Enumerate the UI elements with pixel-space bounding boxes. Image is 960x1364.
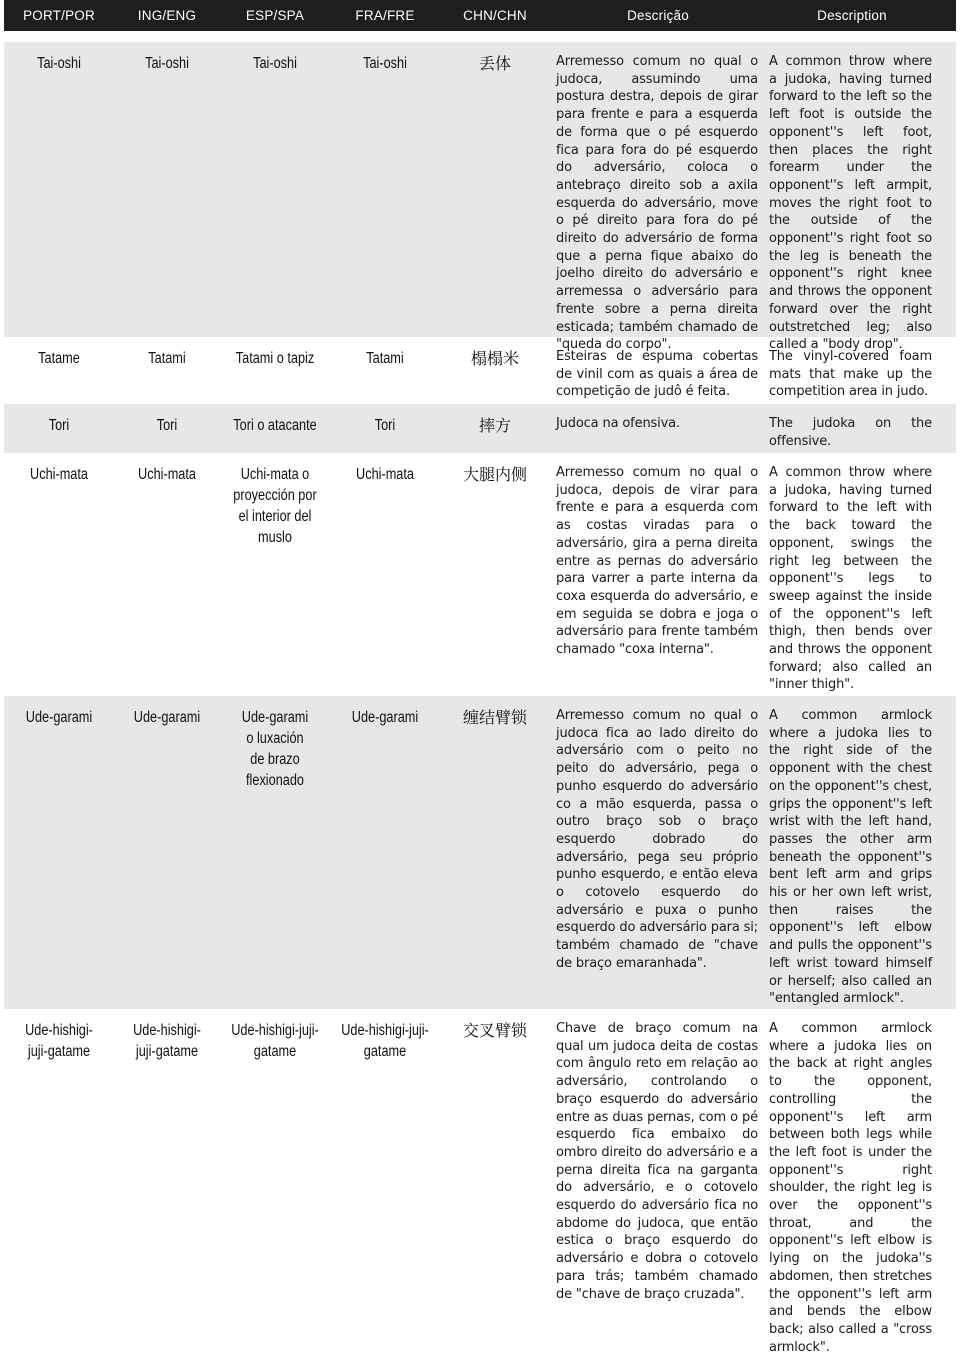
term-por-text: Tai-oshi [37,55,81,72]
term-por-text: Tatame [38,350,80,367]
term-spa-text: Uchi-mata o proyección por el interior del muslo [233,466,317,546]
table-row [4,337,956,404]
term-eng [114,453,220,485]
table-row [4,696,956,1009]
term-chn: 丢体 [478,54,511,73]
term-por-text: Ude-garami [25,709,93,726]
term-fre-text: Tatami [366,350,404,367]
table-row [4,404,956,453]
term-fre [330,404,440,436]
term-fre [330,696,440,728]
description-text: A common throw where a judoka, having turned forward to the left so the left foot is outside the opponent''s left foot, then places the right forearm under the opponent''s left armpit, moves the right foot to the outside of the opponent''s right foot so the leg is beneath the opponent''s right knee and throws the opponent forward over the right outstretched leg; also called a "body drop". [769,54,932,353]
term-fre [330,453,440,485]
term-eng-text: Uchi-mata [138,466,196,483]
glossary-table [4,0,956,1355]
term-chn: 交叉臂锁 [462,1021,527,1040]
term-fre-text: Uchi-mata [356,466,414,483]
term-spa-text: Ude-garami o luxación de brazo flexionado [241,709,309,789]
term-eng-text: Tatami [148,350,186,367]
term-por [4,696,114,728]
term-eng [114,42,220,74]
descricao-text: Judoca na ofensiva. [556,416,680,431]
term-fre [330,42,440,74]
descricao-text: Arremesso comum no qual o judoca, assumindo uma postura destra, depois de girar para frente e para a esquerda de forma que o pé esquerdo fica para fora do pé esquerdo do adversário, coloca o antebraço direito sob a axila esquerda do adversário, move o pé direito para fora do pé direito do adversário de forma que a perna fique abaixo do joelho direito do adversário e arremessa o adversário para frente sobre a perna direita esticada; também chamado de "queda do corpo". [556,54,758,353]
header-fre: FRA/FRE [355,8,415,23]
header-description: Description [817,8,887,23]
term-por [4,1009,114,1062]
descricao-text: Arremesso comum no qual o judoca, depois de virar para frente e para a esquerda com as costas viradas para o adversário, gira a perna direita entre as pernas do adversário para varrer a parte interna da coxa esquerda do adversário, e em seguida se dobra e joga o adversário para frente também chamado "coxa interna". [556,465,758,658]
term-eng [114,404,220,436]
description-text: A common armlock where a judoka lies on the back at right angles to the opponent, controlling the opponent''s left arm between both legs while the left foot is under the opponent''s right shoulder, the right leg is over the opponent''s throat, and the opponent''s left elbow is lying on the judoka''s abdomen, then stretches the opponent''s left arm and bends the elbow back; also called a "cross armlock". [769,1021,932,1355]
term-eng-text: Tori [156,417,178,434]
term-por-text: Tori [48,417,70,434]
term-fre-text: Ude-hishigi-juji-gatame [341,1022,429,1060]
term-fre [330,1009,440,1062]
description-text: A common armlock where a judoka lies to the right side of the opponent with the chest on the opponent''s chest, grips the opponent''s left wrist with the left hand, passes the other arm beneath the opponent''s bent left arm and grips his or her own left wrist, then raises the opponent''s left elbow and pulls the opponent''s left wrist toward himself or herself; also called an "entangled armlock". [769,708,932,1007]
term-chn: 大腿内侧 [462,465,527,484]
descricao-text: Arremesso comum no qual o judoca fica ao lado direito do adversário com o peito no peito do adversário, pega o punho esquerdo do adversário co a mão esquerda, passa o outro braço sob o braço esquerdo dobrado do adversário, pega seu próprio punho esquerdo, e então eleva o cotovelo esquerdo do adversário e puxa o punho esquerdo do adversário para si; também chamado de "chave de braço emaranhada". [556,708,758,971]
term-spa [220,337,330,369]
term-eng [114,337,220,369]
description-text: The vinyl-covered foam mats that make up the competition area in judo. [769,349,932,400]
term-spa-text: Tai-oshi [253,55,297,72]
term-por [4,453,114,485]
term-por [4,337,114,369]
term-por-text: Uchi-mata [30,466,88,483]
description-text: A common throw where a judoka, having turned forward to the left with the back toward the opponent, swings the right leg between the opponent''s legs to sweep against the inside of the opponent''s left thigh, then bends over and throws the opponent forward; also called an "inner thigh". [769,465,932,693]
table-row [4,42,956,353]
term-eng-text: Ude-hishigi-juji-gatame [133,1022,201,1060]
table-row [4,453,956,696]
header-eng: ING/ENG [137,8,197,23]
term-spa-text: Ude-hishigi-juji-gatame [231,1022,319,1060]
term-fre-text: Ude-garami [351,709,419,726]
descricao-text: Esteiras de espuma cobertas de vinil com as quais a área de competição de judô é feita. [556,349,758,400]
term-spa [220,404,330,436]
term-eng-text: Ude-garami [133,709,201,726]
term-eng-text: Tai-oshi [145,55,189,72]
term-spa [220,42,330,74]
header-gap [4,31,956,42]
table-row [4,1009,956,1355]
term-por-text: Ude-hishigi-juji-gatame [25,1022,93,1060]
term-fre-text: Tai-oshi [363,55,407,72]
table-header [4,0,956,31]
term-eng [114,1009,220,1062]
term-spa [220,453,330,548]
term-por [4,42,114,74]
header-por: PORT/POR [23,8,95,23]
header-chn: CHN/CHN [463,8,527,23]
term-eng [114,696,220,728]
header-spa: ESP/SPA [245,8,305,23]
description-text: The judoka on the offensive. [769,416,932,449]
term-spa-text: Tori o atacante [233,417,317,434]
term-spa [220,1009,330,1062]
term-spa-text: Tatami o tapiz [235,350,315,367]
term-chn: 榻榻米 [470,349,519,368]
term-fre-text: Tori [374,417,396,434]
term-chn: 缠结臂锁 [462,708,527,727]
term-fre [330,337,440,369]
term-chn: 摔方 [478,416,511,435]
descricao-text: Chave de braço comum na qual um judoca deita de costas com ângulo reto em relação ao adversário, controlando o braço esquerdo do adversário entre as duas pernas, com o pé esquerdo fica embaixo do ombro direito do adversário e a perna direita fica na garganta do adversário, e o cotovelo esquerdo do adversário fica no abdome do judoca, que então estica o braço esquerdo do adversário e dobra o cotovelo para trás; também chamado de "chave de braço cruzada". [556,1021,758,1302]
header-descricao: Descrição [627,8,689,23]
term-spa [220,696,330,791]
term-por [4,404,114,436]
